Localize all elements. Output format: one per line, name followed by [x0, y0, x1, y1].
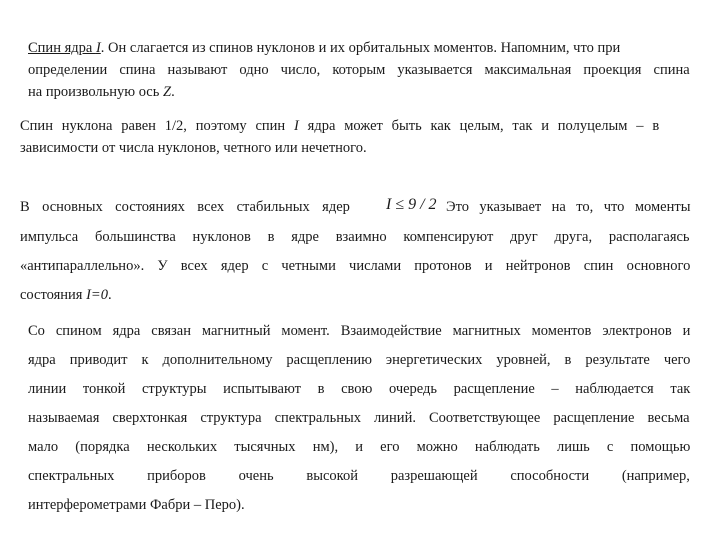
p4-line-6-word: приборов [147, 468, 206, 484]
spin-symbol-i: I [95, 40, 101, 56]
p1-line-3-prefix: на произвольную ось [28, 84, 163, 100]
p4-line-1: Со спином ядра связан магнитный момент. Взаимодействие магнитных моментов электронов и [28, 323, 691, 339]
p2-line-1-before: Спин нуклона равен 1/2, поэтому спин [20, 118, 294, 134]
p4-line-2: ядра приводит к дополнительному расщеплению энергетических уровней, в результате чего [28, 352, 691, 368]
formula-zero-spin: I=0 [86, 287, 108, 303]
p4-line-6-word: спектральных [28, 468, 115, 484]
p4-line-6-word: очень [238, 468, 274, 484]
p2-line-2: зависимости от числа нуклонов, четного или нечетного. [20, 140, 367, 156]
p4-line-6-word: высокой [306, 468, 358, 484]
p1-line-1-prefix: Спин ядра [28, 40, 96, 56]
p3-line-1-left: В основных состояниях всех стабильных ядер [20, 199, 350, 215]
p4-line-6 [28, 468, 690, 485]
p1-line-1 [28, 40, 690, 57]
p1-line-2: определении спина называют одно число, которым указывается максимальная проекция спина [28, 62, 690, 78]
p4-line-7: интерферометрами Фабри – Перо). [28, 497, 245, 513]
p1-line-3-rest: . [171, 84, 175, 100]
p4-line-4: называемая сверхтонкая структура спектральных линий. Соответствующее расщепление весьма [28, 410, 690, 426]
formula-spin-bound: I ≤ 9 / 2 [386, 196, 437, 213]
p1-line-3 [28, 84, 175, 101]
p4-line-6-word: (например, [621, 468, 690, 484]
p3-line-4-prefix: состояния [20, 287, 87, 303]
axis-symbol-z: Z [162, 84, 172, 100]
p3-line-1-right: Это указывает на то, что моменты [446, 199, 691, 215]
p4-line-6-word: способности [510, 468, 590, 484]
spin-symbol-i-2: I [294, 118, 299, 134]
p3-line-2: импульса большинства нуклонов в ядре взаимно компенсируют друг друга, располагаясь [20, 229, 690, 245]
p4-line-3: линии тонкой структуры испытывают в свою очередь расщепление – наблюдается так [28, 381, 691, 397]
p4-line-6-word: разрешающей [390, 468, 478, 484]
p2-line-1 [20, 118, 659, 135]
p4-line-5: мало (порядка нескольких тысячных нм), и его можно наблюдать лишь с помощью [28, 439, 691, 455]
p3-line-3: «антипараллельно». У всех ядер с четными числами протонов и нейтронов спин основного [20, 258, 691, 274]
p3-line-4 [20, 287, 112, 304]
p2-line-1-after: ядра может быть как целым, так и полуцелым – в [298, 118, 660, 134]
p3-line-4-rest: . [107, 287, 112, 303]
p1-line-1-rest: . Он слагается из спинов нуклонов и их орбитальных моментов. Напомним, что при [100, 40, 621, 56]
